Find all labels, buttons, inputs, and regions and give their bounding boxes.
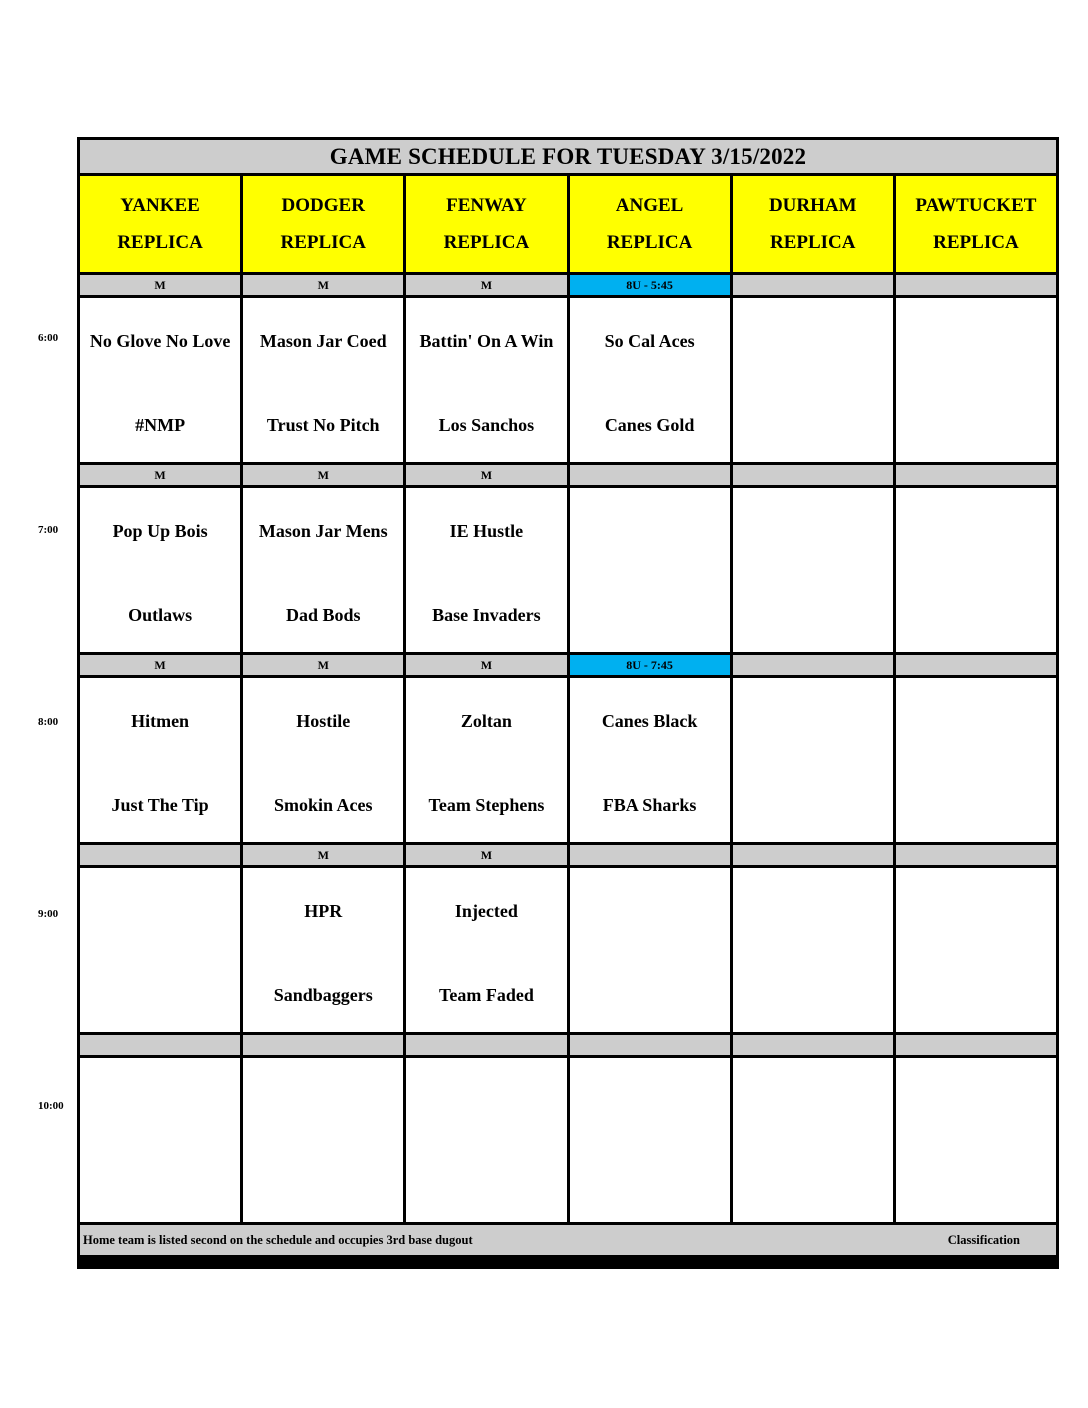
division-label-8u: 8U - 5:45 bbox=[570, 275, 730, 295]
home-team: Trust No Pitch bbox=[266, 415, 380, 435]
away-team: Hostile bbox=[296, 711, 351, 731]
field-header-pawtucket bbox=[896, 176, 1056, 272]
home-team: Team Stephens bbox=[428, 795, 545, 815]
game-cell bbox=[896, 1058, 1056, 1222]
division-label-8u: 8U - 7:45 bbox=[570, 655, 730, 675]
home-team: Sandbaggers bbox=[273, 985, 373, 1005]
field-type: REPLICA bbox=[933, 232, 1019, 253]
home-team: Base Invaders bbox=[432, 605, 541, 625]
game-cell bbox=[896, 298, 1056, 462]
classification-label: Classification bbox=[947, 1232, 1020, 1247]
home-team-note: Home team is listed second on the schedule and occupies 3rd base dugout bbox=[83, 1232, 473, 1247]
field-name: DURHAM bbox=[768, 195, 857, 216]
division-label: M bbox=[243, 845, 403, 865]
away-team: IE Hustle bbox=[449, 521, 524, 541]
away-team: HPR bbox=[304, 901, 343, 921]
division-label: M bbox=[80, 275, 240, 295]
division-label bbox=[896, 465, 1056, 485]
division-label bbox=[80, 1035, 240, 1055]
time-label-10: 10:00 bbox=[38, 1100, 64, 1112]
time-label-8: 8:00 bbox=[38, 716, 59, 728]
division-label: M bbox=[80, 465, 240, 485]
game-cell bbox=[570, 298, 730, 462]
home-team: Smokin Aces bbox=[273, 795, 373, 815]
division-label bbox=[733, 275, 893, 295]
field-header-durham bbox=[733, 176, 893, 272]
game-cell bbox=[406, 488, 566, 652]
away-team: Mason Jar Mens bbox=[258, 521, 388, 541]
division-label: M bbox=[406, 465, 566, 485]
game-cell bbox=[406, 1058, 566, 1222]
division-label bbox=[896, 845, 1056, 865]
division-label: M bbox=[406, 845, 566, 865]
home-team: Team Faded bbox=[438, 985, 534, 1005]
away-team: Mason Jar Coed bbox=[259, 331, 387, 351]
division-label bbox=[243, 1035, 403, 1055]
game-cell bbox=[80, 488, 240, 652]
game-cell bbox=[896, 488, 1056, 652]
home-team: Dad Bods bbox=[285, 605, 361, 625]
game-cell bbox=[896, 678, 1056, 842]
division-label: M bbox=[80, 655, 240, 675]
game-cell bbox=[733, 1058, 893, 1222]
time-label-9: 9:00 bbox=[38, 908, 59, 920]
division-label bbox=[570, 845, 730, 865]
away-team: So Cal Aces bbox=[604, 331, 695, 351]
away-team: Injected bbox=[454, 901, 518, 921]
away-team: Battin' On A Win bbox=[419, 331, 554, 351]
home-team: Canes Gold bbox=[604, 415, 695, 435]
away-team: Hitmen bbox=[131, 711, 190, 731]
field-header-yankee bbox=[80, 176, 240, 272]
time-label-7: 7:00 bbox=[38, 524, 59, 536]
field-type: REPLICA bbox=[769, 232, 856, 253]
time-label-6: 6:00 bbox=[38, 332, 59, 344]
game-cell bbox=[80, 678, 240, 842]
division-label bbox=[896, 655, 1056, 675]
away-team: No Glove No Love bbox=[89, 331, 231, 351]
division-label bbox=[570, 1035, 730, 1055]
field-name: ANGEL bbox=[615, 195, 684, 216]
game-cell bbox=[243, 488, 403, 652]
home-team: Los Sanchos bbox=[438, 415, 535, 435]
field-name: DODGER bbox=[281, 195, 365, 216]
home-team: FBA Sharks bbox=[602, 795, 697, 815]
game-cell bbox=[570, 678, 730, 842]
game-cell bbox=[406, 678, 566, 842]
division-label: M bbox=[243, 275, 403, 295]
home-team: Outlaws bbox=[128, 605, 193, 625]
division-label: M bbox=[406, 275, 566, 295]
field-name: PAWTUCKET bbox=[915, 195, 1037, 216]
game-cell bbox=[80, 298, 240, 462]
game-cell bbox=[896, 868, 1056, 1032]
division-label: M bbox=[406, 655, 566, 675]
game-cell bbox=[80, 868, 240, 1032]
field-header-dodger bbox=[243, 176, 403, 272]
game-cell bbox=[733, 488, 893, 652]
home-team: #NMP bbox=[135, 415, 186, 435]
field-name: FENWAY bbox=[446, 195, 527, 216]
field-type: REPLICA bbox=[117, 232, 203, 253]
game-cell bbox=[243, 298, 403, 462]
field-type: REPLICA bbox=[606, 232, 693, 253]
game-cell bbox=[243, 1058, 403, 1222]
time-column bbox=[0, 0, 78, 1408]
game-cell bbox=[406, 868, 566, 1032]
field-type: REPLICA bbox=[280, 232, 366, 253]
division-label bbox=[733, 465, 893, 485]
game-cell bbox=[570, 488, 730, 652]
game-cell bbox=[80, 1058, 240, 1222]
away-team: Canes Black bbox=[601, 711, 698, 731]
division-label: M bbox=[243, 465, 403, 485]
game-cell bbox=[733, 678, 893, 842]
schedule-table bbox=[77, 137, 1059, 1269]
division-label bbox=[570, 465, 730, 485]
game-cell bbox=[733, 298, 893, 462]
division-label bbox=[896, 275, 1056, 295]
away-team: Pop Up Bois bbox=[112, 521, 208, 541]
game-cell bbox=[406, 298, 566, 462]
game-cell bbox=[243, 678, 403, 842]
home-team: Just The Tip bbox=[111, 795, 209, 815]
division-label bbox=[733, 1035, 893, 1055]
away-team: Zoltan bbox=[460, 711, 512, 731]
division-label bbox=[896, 1035, 1056, 1055]
game-cell bbox=[570, 868, 730, 1032]
division-label: M bbox=[243, 655, 403, 675]
division-label bbox=[80, 845, 240, 865]
field-header-angel bbox=[570, 176, 730, 272]
field-header-fenway bbox=[406, 176, 566, 272]
field-type: REPLICA bbox=[443, 232, 530, 253]
division-label bbox=[406, 1035, 566, 1055]
footer-bar bbox=[80, 1225, 1056, 1255]
game-cell bbox=[570, 1058, 730, 1222]
game-cell bbox=[243, 868, 403, 1032]
division-label bbox=[733, 655, 893, 675]
field-name: YANKEE bbox=[120, 195, 200, 216]
division-label bbox=[733, 845, 893, 865]
schedule-title: GAME SCHEDULE FOR TUESDAY 3/15/2022 bbox=[80, 140, 1056, 173]
game-cell bbox=[733, 868, 893, 1032]
